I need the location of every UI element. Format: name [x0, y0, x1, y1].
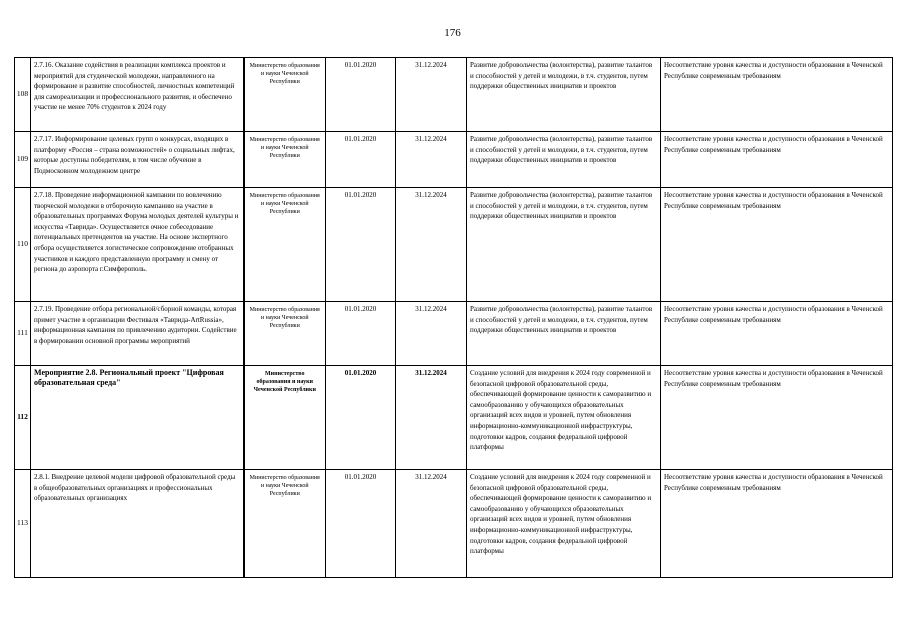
- page-number: 176: [444, 27, 461, 39]
- result-cell: Развитие добровольчества (волонтерства), развитие талантов и способностей у детей и молодежи, в т.ч. студентов, путем поддержки общественных инициатив и проектов: [467, 132, 661, 188]
- risk-cell: Несоответствие уровня качества и доступности образования в Чеченской Республике современным требованиям: [661, 58, 893, 132]
- activity-text: 2.8.1. Внедрение целевой модели цифровой образовательной среды в общеобразовательных организациях и профессиональных образовательных организациях: [31, 470, 244, 578]
- executor-cell: Министерство образования и науки Чеченской Республики: [244, 188, 326, 302]
- result-cell: Развитие добровольчества (волонтерства), развитие талантов и способностей у детей и молодежи, в т.ч. студентов, путем поддержки общественных инициатив и проектов: [467, 302, 661, 366]
- start-date: 01.01.2020: [326, 188, 396, 302]
- start-date: 01.01.2020: [326, 470, 396, 578]
- start-date: 01.01.2020: [326, 302, 396, 366]
- start-date: 01.01.2020: [326, 366, 396, 470]
- result-cell: Создание условий для внедрения к 2024 году современной и безопасной цифровой образовательной среды, обеспечивающей формирование ценности к саморазвитию и самообразованию у обучающихся образовательных организаций всех видов и уровней, путем обновления информационно-коммуникационной инфраструктуры, подготовки кадров, создания федеральной цифровой платформы: [467, 470, 661, 578]
- end-date: 31.12.2024: [396, 366, 467, 470]
- end-date: 31.12.2024: [396, 58, 467, 132]
- activity-text: 2.7.19. Проведение отбора региональной/сборной команды, которая примет участие в организации Фестиваля «Таврида-ArtRussia», информационная кампания по привлечению аудитории. Содействие в формировании основной программы мероприятий: [31, 302, 244, 366]
- executor-cell: Министерство образования и науки Чеченской Республики: [244, 58, 326, 132]
- end-date: 31.12.2024: [396, 470, 467, 578]
- table-row: [15, 132, 893, 188]
- end-date: 31.12.2024: [396, 188, 467, 302]
- row-number: 109: [15, 132, 31, 188]
- activity-text: 2.7.16. Оказание содействия в реализации комплекса проектов и мероприятий для студенческой молодежи, направленного на формирование и развитие способностей, личностных компетенций для самореализации и профессионального развития, и обеспечено участие не менее 70% студентов к 2024 году: [31, 58, 244, 132]
- row-number: 110: [15, 188, 31, 302]
- row-number: 111: [15, 302, 31, 366]
- activities-table: [14, 57, 893, 578]
- risk-cell: Несоответствие уровня качества и доступности образования в Чеченской Республике современным требованиям: [661, 366, 893, 470]
- row-number: 108: [15, 58, 31, 132]
- row-number: 112: [15, 366, 31, 470]
- result-cell: Создание условий для внедрения к 2024 году современной и безопасной цифровой образовательной среды, обеспечивающей формирование ценности к саморазвитию и самообразованию у обучающихся образовательных организаций всех видов и уровней, путем обновления информационно-коммуникационной инфраструктуры, подготовки кадров, создания федеральной цифровой платформы: [467, 366, 661, 470]
- table-row: [15, 470, 893, 578]
- table-row: [15, 302, 893, 366]
- activity-text: Мероприятие 2.8. Региональный проект "Цифровая образовательная среда": [31, 366, 244, 470]
- executor-cell: Министерство образования и науки Чеченской Республики: [244, 132, 326, 188]
- end-date: 31.12.2024: [396, 132, 467, 188]
- executor-cell: Министерство образования и науки Чеченской Республики: [244, 302, 326, 366]
- activity-text: 2.7.17. Информирование целевых групп о конкурсах, входящих в платформу «Россия – страна возможностей» о социальных лифтах, которые доступны победителям, в том числе обучение в Подмосковном молодежном центре: [31, 132, 244, 188]
- executor-cell: Министерство образования и науки Чеченской Республики: [244, 366, 326, 470]
- start-date: 01.01.2020: [326, 132, 396, 188]
- table-row: [15, 58, 893, 132]
- risk-cell: Несоответствие уровня качества и доступности образования в Чеченской Республике современным требованиям: [661, 302, 893, 366]
- executor-cell: Министерство образования и науки Чеченской Республики: [244, 470, 326, 578]
- risk-cell: Несоответствие уровня качества и доступности образования в Чеченской Республике современным требованиям: [661, 188, 893, 302]
- start-date: 01.01.2020: [326, 58, 396, 132]
- result-cell: Развитие добровольчества (волонтерства), развитие талантов и способностей у детей и молодежи, в т.ч. студентов, путем поддержки общественных инициатив и проектов: [467, 188, 661, 302]
- risk-cell: Несоответствие уровня качества и доступности образования в Чеченской Республике современным требованиям: [661, 470, 893, 578]
- table-row: [15, 366, 893, 470]
- table-row: [15, 188, 893, 302]
- row-number: 113: [15, 470, 31, 578]
- end-date: 31.12.2024: [396, 302, 467, 366]
- activity-text: 2.7.18. Проведение информационной кампании по вовлечению творческой молодежи в отборочную кампанию на участие в образовательных программах Форума молодых деятелей культуры и искусства «Таврида». Осуществляется очное собеседование потенциальных претендентов на участие. На основе экспертного отбора осуществляется логистическое сопровождение отобранных участников и каждого представленную программу и смену от региона до аэропорта г.Симферополь.: [31, 188, 244, 302]
- risk-cell: Несоответствие уровня качества и доступности образования в Чеченской Республике современным требованиям: [661, 132, 893, 188]
- result-cell: Развитие добровольчества (волонтерства), развитие талантов и способностей у детей и молодежи, в т.ч. студентов, путем поддержки общественных инициатив и проектов: [467, 58, 661, 132]
